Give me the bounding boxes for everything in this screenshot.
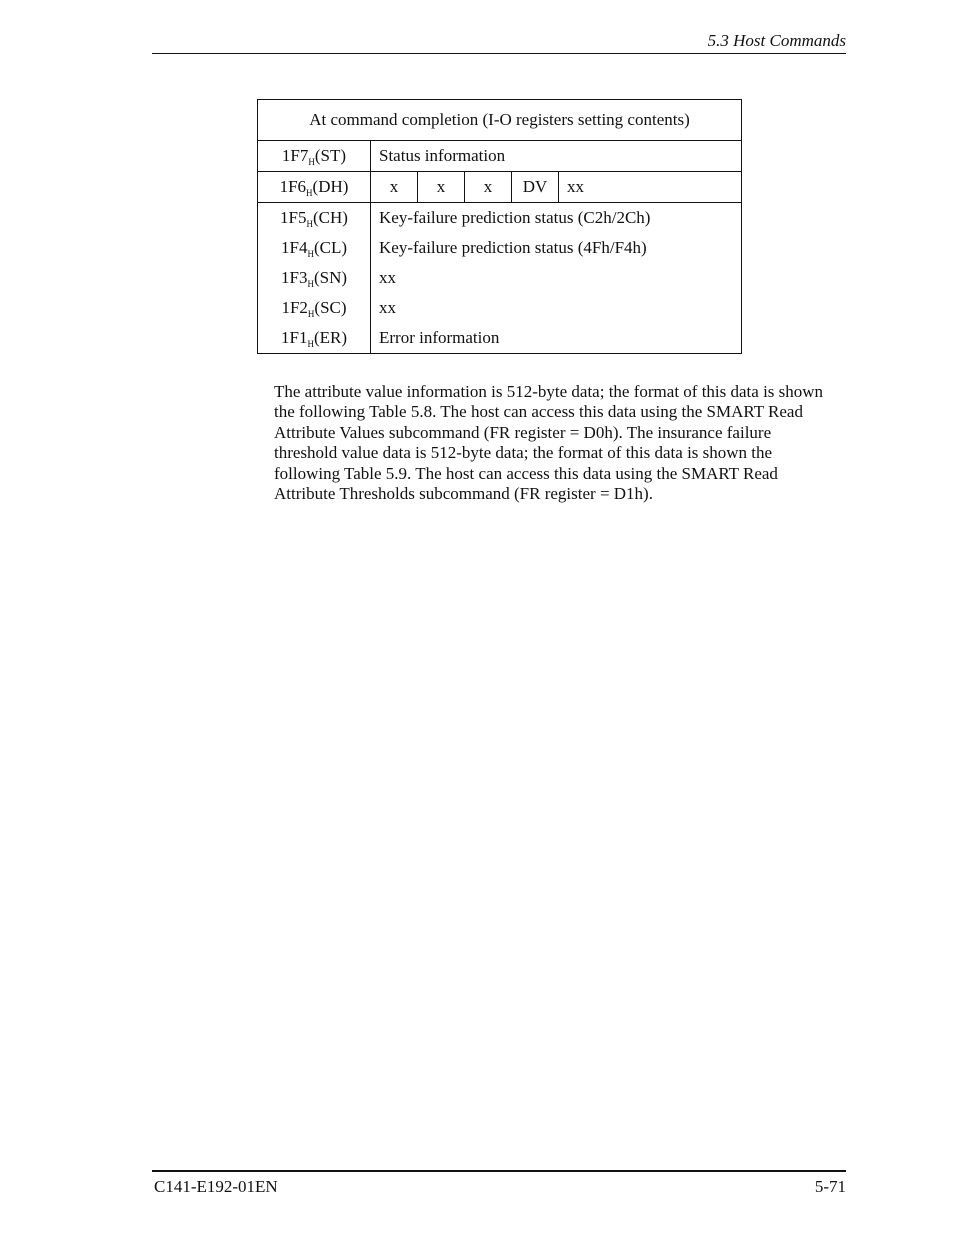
dh-bit-cell: xx — [559, 172, 742, 203]
register-name-ch: $1F5_H(CH)$ — [280, 208, 348, 229]
register-value-st: Status information — [371, 141, 742, 172]
page-number: 5-71 — [814, 1177, 846, 1196]
register-name-dh: $1F6_H(DH)$ — [258, 172, 371, 203]
header-rule — [152, 53, 846, 54]
register-name-st: $1F7_H(ST)$ — [258, 141, 371, 172]
table-title-row — [258, 100, 742, 141]
register-name-cl: $1F4_H(CL)$ — [280, 238, 347, 259]
table-row-stacked — [258, 203, 742, 354]
paragraph-line: the following Table 5.8. The host can access this data using the SMART Read — [274, 402, 803, 422]
dh-bit-cell: x — [418, 172, 465, 203]
document-id: C141-E192-01EN — [154, 1177, 278, 1196]
paragraph-line: following Table 5.9. The host can access this data using the SMART Read — [274, 463, 778, 483]
footer-rule — [152, 1170, 846, 1172]
dh-bit-cell: x — [371, 172, 418, 203]
register-name-sc: $1F2_H(SC)$ — [281, 298, 347, 319]
running-header: 5.3 Host Commands — [707, 31, 846, 50]
register-value-sc: xx — [379, 298, 396, 317]
table-row-dh — [258, 172, 742, 203]
table-row-st — [258, 141, 742, 172]
register-value-ch: Key-failure prediction status (C2h/2Ch) — [379, 208, 651, 227]
register-value-stack — [371, 203, 742, 354]
paragraph-line: Attribute Values subcommand (FR register = D0h). The insurance failure — [274, 422, 772, 442]
dh-bit-cell: x — [465, 172, 512, 203]
register-name-sn: $1F3_H(SN)$ — [280, 268, 348, 289]
table-title: At command completion (I-O registers setting contents) — [258, 100, 742, 141]
register-value-er: Error information — [379, 328, 500, 347]
register-name-stack — [258, 203, 371, 354]
register-value-sn: xx — [379, 268, 396, 287]
paragraph-line: threshold value data is 512-byte data; the format of this data is shown the — [274, 443, 773, 463]
register-value-cl: Key-failure prediction status (4Fh/F4h) — [379, 238, 647, 257]
dh-bit-cell: DV — [512, 172, 559, 203]
register-table — [257, 99, 742, 354]
paragraph-line: Attribute Thresholds subcommand (FR register = D1h). — [274, 484, 653, 504]
register-name-er: $1F1_H(ER)$ — [280, 328, 347, 349]
paragraph-line: The attribute value information is 512-byte data; the format of this data is shown — [274, 382, 824, 401]
body-paragraph — [274, 382, 840, 504]
